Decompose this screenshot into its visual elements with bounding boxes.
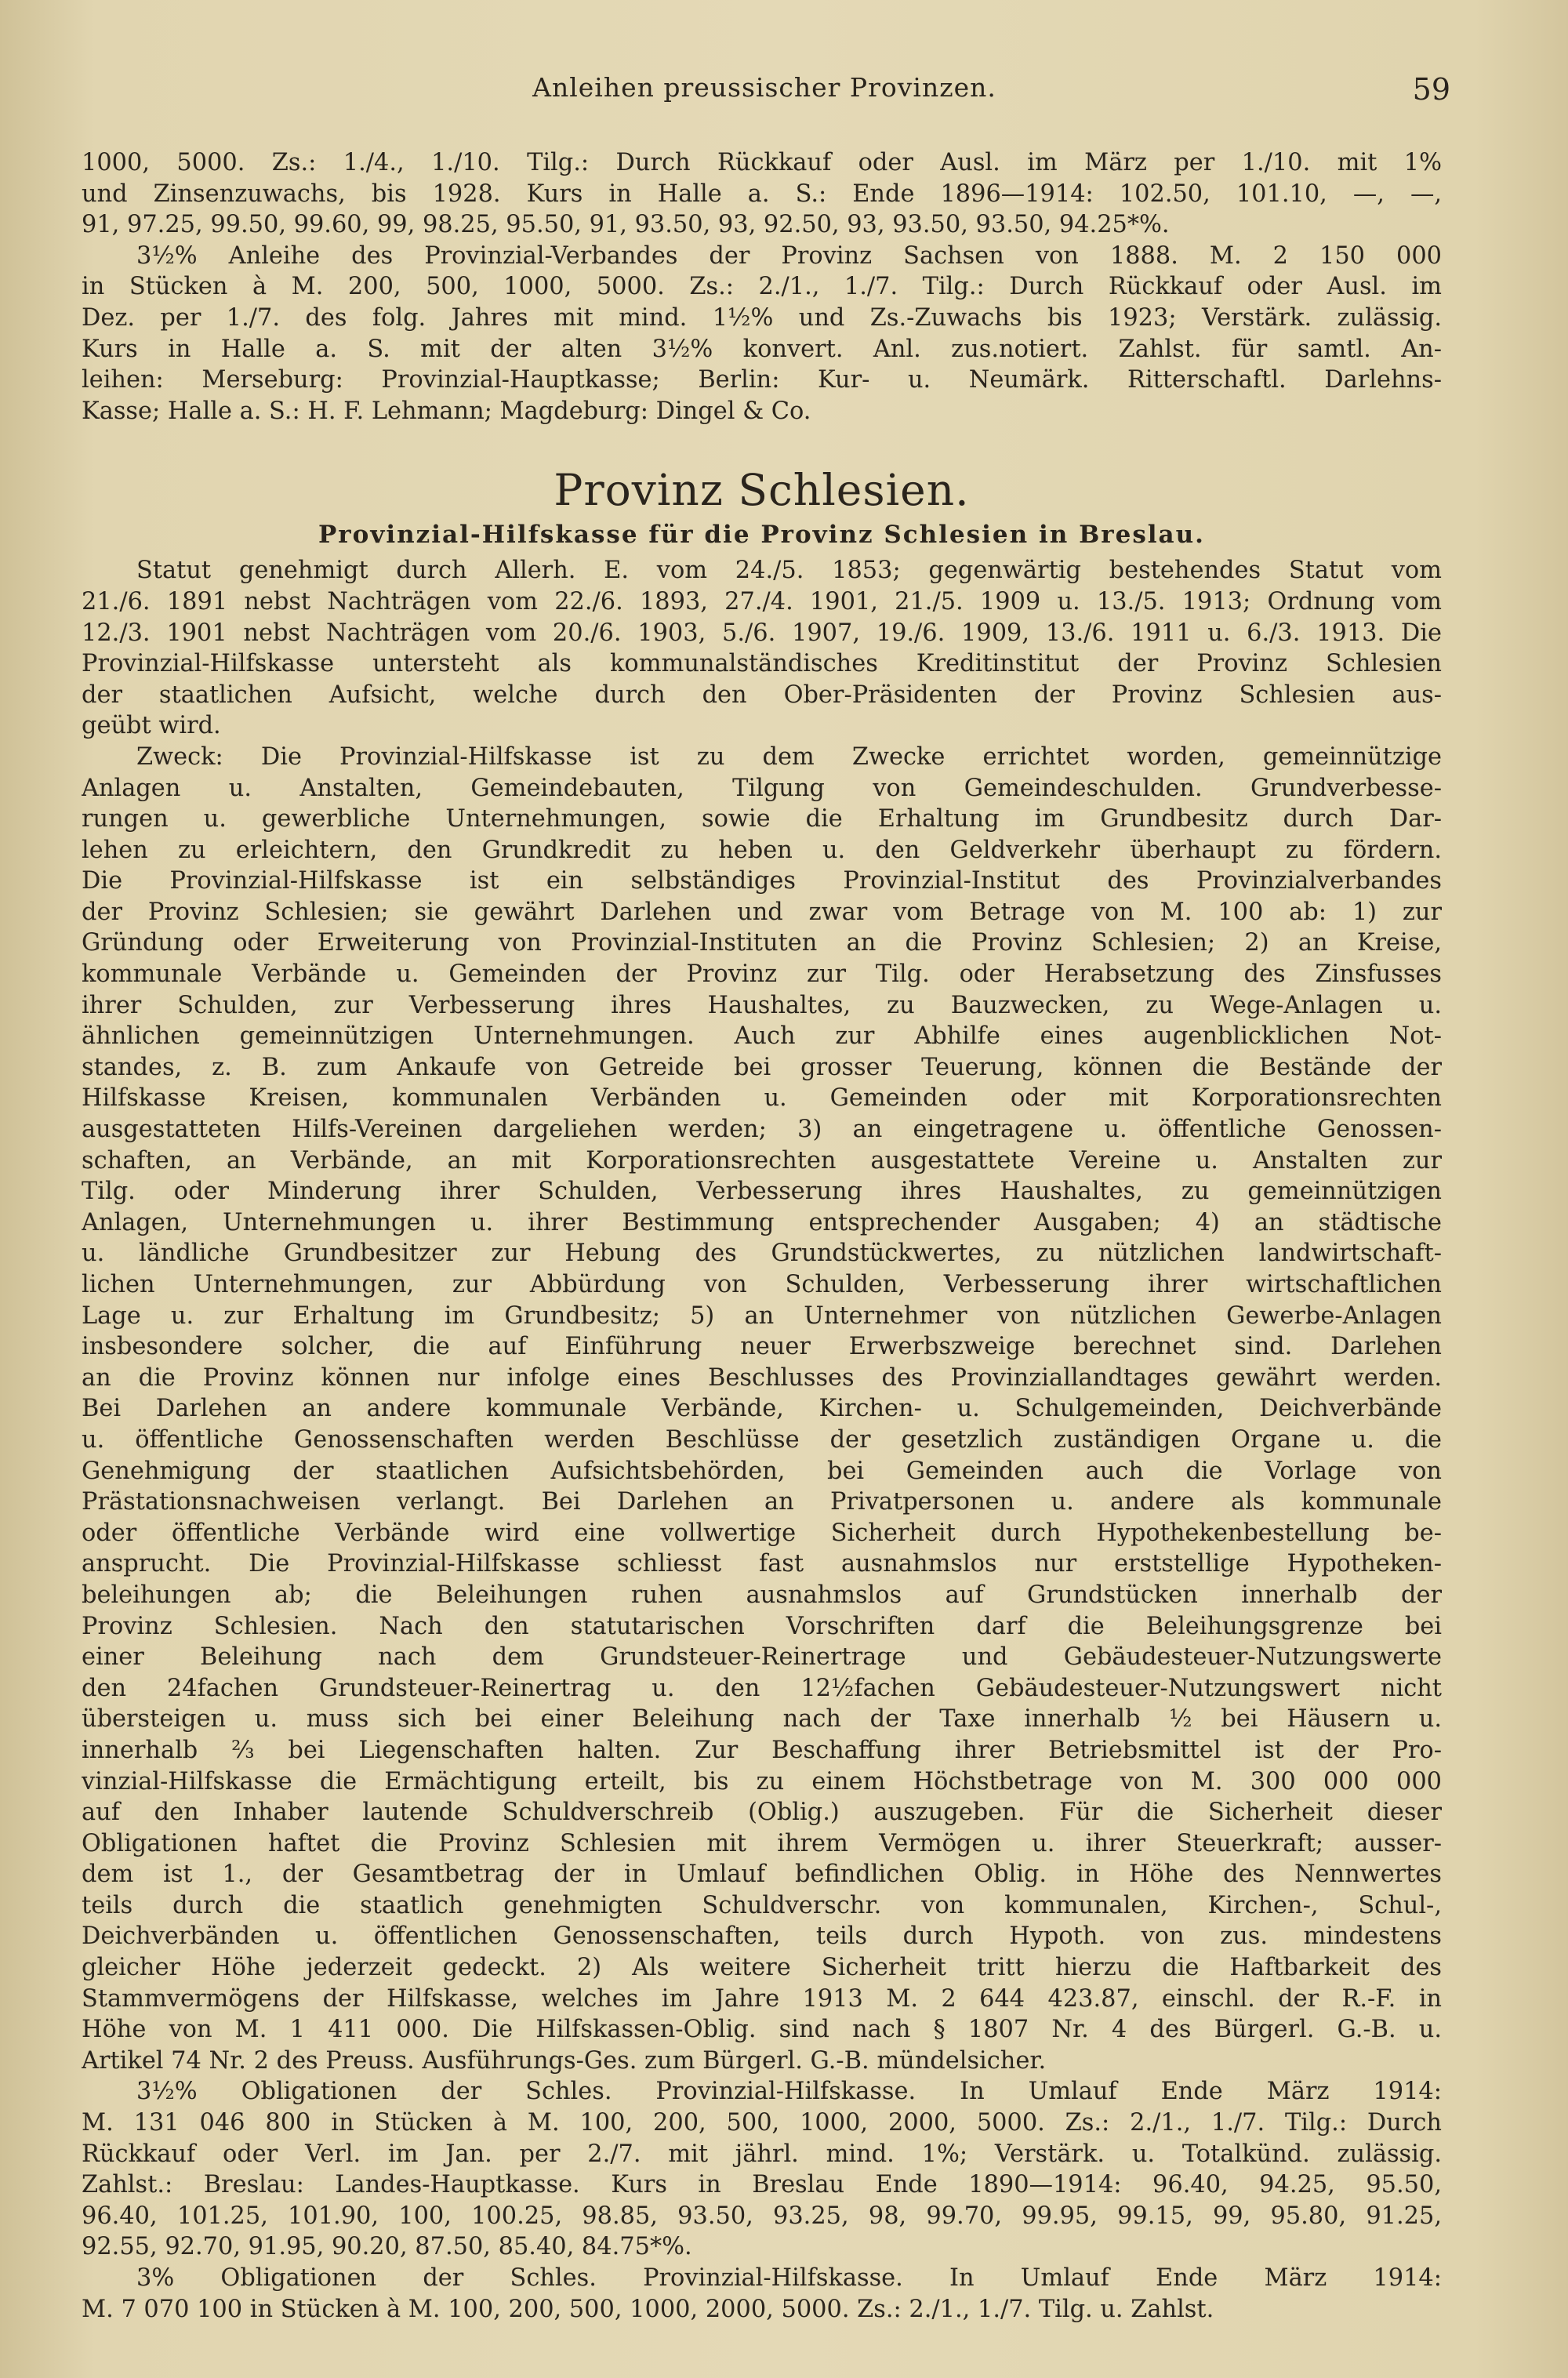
text-line: M. 131 046 800 in Stücken à M. 100, 200, 500, 1000, 2000, 5000. Zs.: 2./1., 1./7. Tilg.: Durch xyxy=(82,2109,1442,2137)
text-line: Provinz Schlesien. Nach den statutarischen Vorschriften darf die Beleihungsgrenze bei xyxy=(82,1612,1442,1640)
text-line: Hilfskasse Kreisen, kommunalen Verbänden u. Gemeinden oder mit Korporationsrechten xyxy=(82,1084,1442,1113)
institution-heading: Provinzial-Hilfskasse für die Provinz Schlesien in Breslau. xyxy=(318,521,1205,550)
text-line: an die Provinz können nur infolge eines Beschlusses des Provinziallandtages gewährt werden. xyxy=(82,1363,1442,1392)
text-line: 3% Obligationen der Schles. Provinzial-Hilfskasse. In Umlauf Ende März 1914: xyxy=(136,2264,1442,2292)
text-line: Höhe von M. 1 411 000. Die Hilfskassen-Oblig. sind nach § 1807 Nr. 4 des Bürgerl. G.-B. u. xyxy=(82,2016,1442,2044)
text-line: Zweck: Die Provinzial-Hilfskasse ist zu dem Zwecke errichtet worden, gemeinnützige xyxy=(136,742,1442,771)
text-line: innerhalb ⅔ bei Liegenschaften halten. Zur Beschaffung ihrer Betriebsmittel ist der Pro- xyxy=(82,1736,1442,1764)
text-line: 21./6. 1891 nebst Nachträgen vom 22./6. 1893, 27./4. 1901, 21./5. 1909 u. 13./5. 1913; Ordnung vom xyxy=(82,587,1442,615)
text-line: der Provinz Schlesien; sie gewährt Darlehen und zwar vom Betrage von M. 100 ab: 1) zur xyxy=(82,898,1442,926)
text-line: insbesondere solcher, die auf Einführung neuer Erwerbszweige berechnet sind. Darlehen xyxy=(82,1333,1442,1361)
text-line: ansprucht. Die Provinzial-Hilfskasse schliesst fast ausnahmslos nur erststellige Hypotheken- xyxy=(82,1550,1442,1578)
text-line: ausgestatteten Hilfs-Vereinen dargeliehen werden; 3) an eingetragene u. öffentliche Genossen- xyxy=(82,1116,1442,1144)
text-line: Anlagen, Unternehmungen u. ihrer Bestimmung entsprechender Ausgaben; 4) an städtische xyxy=(82,1208,1442,1236)
text-line: Dez. per 1./7. des folg. Jahres mit mind. 1½% und Zs.-Zuwachs bis 1923; Verstärk. zulässig. xyxy=(82,303,1442,332)
text-line: Anlagen u. Anstalten, Gemeindebauten, Tilgung von Gemeindeschulden. Grundverbesse- xyxy=(82,774,1442,802)
text-line: Stammvermögens der Hilfskasse, welches im Jahre 1913 M. 2 644 423.87, einschl. der R.-F. in xyxy=(82,1984,1442,2013)
section-title: Provinz Schlesien. xyxy=(554,465,970,516)
main-paragraphs xyxy=(82,555,1442,2325)
running-title: Anleihen preussischer Provinzen. xyxy=(532,72,996,103)
text-line: 1000, 5000. Zs.: 1./4., 1./10. Tilg.: Durch Rückkauf oder Ausl. im März per 1./10. mit 1% xyxy=(82,149,1442,176)
text-line: Genehmigung der staatlichen Aufsichtsbehörden, bei Gemeinden auch die Vorlage von xyxy=(82,1457,1442,1485)
text-line: Deichverbänden u. öffentlichen Genossenschaften, teils durch Hypoth. von zus. mindestens xyxy=(82,1922,1442,1951)
text-line: Artikel 74 Nr. 2 des Preuss. Ausführungs-Ges. zum Bürgerl. G.-B. mündelsicher. xyxy=(82,2046,1047,2075)
text-line: Kurs in Halle a. S. mit der alten 3½% konvert. Anl. zus.notiert. Zahlst. für samtl. An- xyxy=(82,335,1442,363)
text-line: 3½% Anleihe des Provinzial-Verbandes der Provinz Sachsen von 1888. M. 2 150 000 xyxy=(136,241,1442,270)
text-line: M. 7 070 100 in Stücken à M. 100, 200, 500, 1000, 2000, 5000. Zs.: 2./1., 1./7. Tilg. u. Zahlst. xyxy=(82,2295,1214,2323)
text-line: Tilg. oder Minderung ihrer Schulden, Verbesserung ihres Haushaltes, zu gemeinnützigen xyxy=(82,1178,1442,1206)
text-line: und Zinsenzuwachs, bis 1928. Kurs in Halle a. S.: Ende 1896—1914: 102.50, 101.10, —, —, xyxy=(82,180,1442,208)
text-line: 12./3. 1901 nebst Nachträgen vom 20./6. 1903, 5./6. 1907, 19./6. 1909, 13./6. 1911 u. 6./3. 1913. Die xyxy=(82,619,1442,647)
text-line: übersteigen u. muss sich bei einer Beleihung nach der Taxe innerhalb ½ bei Häusern u. xyxy=(82,1705,1442,1734)
text-line: Lage u. zur Erhaltung im Grundbesitz; 5) an Unternehmer von nützlichen Gewerbe-Anlagen xyxy=(82,1302,1442,1330)
text-line: in Stücken à M. 200, 500, 1000, 5000. Zs.: 2./1., 1./7. Tilg.: Durch Rückkauf oder Ausl. im xyxy=(82,273,1442,301)
text-line: auf den Inhaber lautende Schuldverschreib (Oblig.) auszugeben. Für die Sicherheit dieser xyxy=(82,1799,1442,1827)
page-body xyxy=(82,147,1442,2325)
text-line: einer Beleihung nach dem Grundsteuer-Reinertrage und Gebäudesteuer-Nutzungswerte xyxy=(82,1643,1442,1672)
text-line: vinzial-Hilfskasse die Ermächtigung erteilt, bis zu einem Höchstbetrage von M. 300 000 000 xyxy=(82,1767,1442,1795)
text-line: Statut genehmigt durch Allerh. E. vom 24./5. 1853; gegenwärtig bestehendes Statut vom xyxy=(136,557,1442,585)
text-line: schaften, an Verbände, an mit Korporationsrechten ausgestattete Vereine u. Anstalten zur xyxy=(82,1146,1442,1174)
text-line: Bei Darlehen an andere kommunale Verbände, Kirchen- u. Schulgemeinden, Deichverbände xyxy=(82,1395,1442,1423)
text-line: 3½% Obligationen der Schles. Provinzial-Hilfskasse. In Umlauf Ende März 1914: xyxy=(136,2078,1442,2106)
text-line: 91, 97.25, 99.50, 99.60, 99, 98.25, 95.50, 91, 93.50, 93, 92.50, 93, 93.50, 93.50, 94.25*%. xyxy=(82,211,1170,239)
text-line: oder öffentliche Verbände wird eine vollwertige Sicherheit durch Hypothekenbestellung be- xyxy=(82,1519,1442,1547)
text-line: beleihungen ab; die Beleihungen ruhen ausnahmslos auf Grundstücken innerhalb der xyxy=(82,1581,1442,1609)
text-line: gleicher Höhe jederzeit gedeckt. 2) Als weitere Sicherheit tritt hierzu die Haftbarkeit des xyxy=(82,1954,1442,1982)
running-head xyxy=(78,72,1450,119)
text-line: Obligationen haftet die Provinz Schlesien mit ihrem Vermögen u. ihrer Steuerkraft; ausser- xyxy=(82,1829,1442,1857)
text-line: der staatlichen Aufsicht, welche durch den Ober-Präsidenten der Provinz Schlesien aus- xyxy=(82,681,1442,709)
text-line: Prästationsnachweisen verlangt. Bei Darlehen an Privatpersonen u. andere als kommunale xyxy=(82,1488,1442,1516)
text-line: u. öffentliche Genossenschaften werden Beschlüsse der gesetzlich zuständigen Organe u. die xyxy=(82,1425,1442,1454)
text-line: 92.55, 92.70, 91.95, 90.20, 87.50, 85.40, 84.75*%. xyxy=(82,2233,692,2261)
text-line: Gründung oder Erweiterung von Provinzial-Instituten an die Provinz Schlesien; 2) an Kreise, xyxy=(82,929,1442,957)
intro-paragraphs xyxy=(82,147,1442,427)
text-line: geübt wird. xyxy=(82,712,221,740)
text-line: lehen zu erleichtern, den Grundkredit zu heben u. den Geldverkehr überhaupt zu fördern. xyxy=(82,836,1442,864)
text-line: Rückkauf oder Verl. im Jan. per 2./7. mit jährl. mind. 1%; Verstärk. u. Totalkünd. zulässig. xyxy=(82,2140,1442,2168)
text-line: Zahlst.: Breslau: Landes-Hauptkasse. Kurs in Breslau Ende 1890—1914: 96.40, 94.25, 95.50, xyxy=(82,2171,1442,2199)
text-line: Provinzial-Hilfskasse untersteht als kommunalständisches Kreditinstitut der Provinz Schlesien xyxy=(82,650,1442,678)
text-line: leihen: Merseburg: Provinzial-Hauptkasse; Berlin: Kur- u. Neumärk. Ritterschaftl. Darlehns- xyxy=(82,366,1442,394)
text-line: u. ländliche Grundbesitzer zur Hebung des Grundstückwertes, zu nützlichen landwirtschaft- xyxy=(82,1240,1442,1268)
text-line: kommunale Verbände u. Gemeinden der Provinz zur Tilg. oder Herabsetzung des Zinsfusses xyxy=(82,960,1442,989)
text-line: ähnlichen gemeinnützigen Unternehmungen. Auch zur Abhilfe eines augenblicklichen Not- xyxy=(82,1022,1442,1051)
text-line: 96.40, 101.25, 101.90, 100, 100.25, 98.85, 93.50, 93.25, 98, 99.70, 99.95, 99.15, 99, 95.80, 91.25, xyxy=(82,2202,1442,2230)
text-line: den 24fachen Grundsteuer-Reinertrag u. den 12½fachen Gebäudesteuer-Nutzungswert nicht xyxy=(82,1674,1442,1702)
text-line: Kasse; Halle a. S.: H. F. Lehmann; Magdeburg: Dingel & Co. xyxy=(82,397,811,425)
text-line: dem ist 1., der Gesamtbetrag der in Umlauf befindlichen Oblig. in Höhe des Nennwertes xyxy=(82,1861,1442,1889)
page-number: 59 xyxy=(1412,72,1450,107)
text-line: ihrer Schulden, zur Verbesserung ihres Haushaltes, zu Bauzwecken, zu Wege-Anlagen u. xyxy=(82,991,1442,1019)
text-line: Die Provinzial-Hilfskasse ist ein selbständiges Provinzial-Institut des Provinzialverbandes xyxy=(82,867,1442,895)
text-line: rungen u. gewerbliche Unternehmungen, sowie die Erhaltung im Grundbesitz durch Dar- xyxy=(82,805,1442,833)
text-line: lichen Unternehmungen, zur Abbürdung von Schulden, Verbesserung ihrer wirtschaftlichen xyxy=(82,1271,1442,1298)
text-line: teils durch die staatlich genehmigten Schuldverschr. von kommunalen, Kirchen-, Schul-, xyxy=(82,1891,1442,1919)
text-line: standes, z. B. zum Ankaufe von Getreide bei grosser Teuerung, können die Bestände der xyxy=(82,1053,1442,1081)
